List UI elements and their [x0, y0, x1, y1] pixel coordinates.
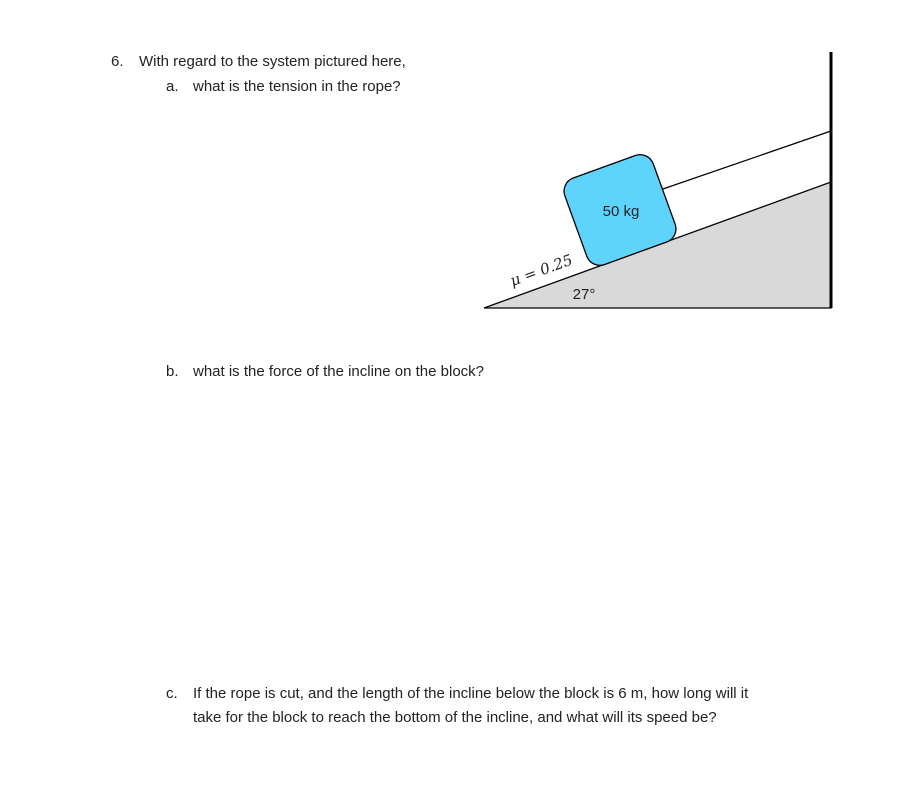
part-c-label: c.: [166, 685, 178, 702]
question-number: 6.: [111, 53, 124, 70]
friction-label: μ = 0.25: [507, 250, 576, 290]
angle-label: 27°: [572, 286, 596, 303]
part-c-text-line1: If the rope is cut, and the length of the incline below the block is 6 m, how long will it: [193, 685, 749, 702]
part-b-label: b.: [166, 363, 179, 380]
rope: [660, 131, 831, 190]
part-c-text-line2: take for the block to reach the bottom of the incline, and what will its speed be?: [193, 709, 717, 726]
question-intro: With regard to the system pictured here,: [139, 53, 406, 70]
part-a-text: what is the tension in the rope?: [193, 78, 401, 95]
part-a-label: a.: [166, 78, 179, 95]
part-b-text: what is the force of the incline on the block?: [193, 363, 485, 380]
block-mass-label: 50 kg: [602, 203, 640, 220]
